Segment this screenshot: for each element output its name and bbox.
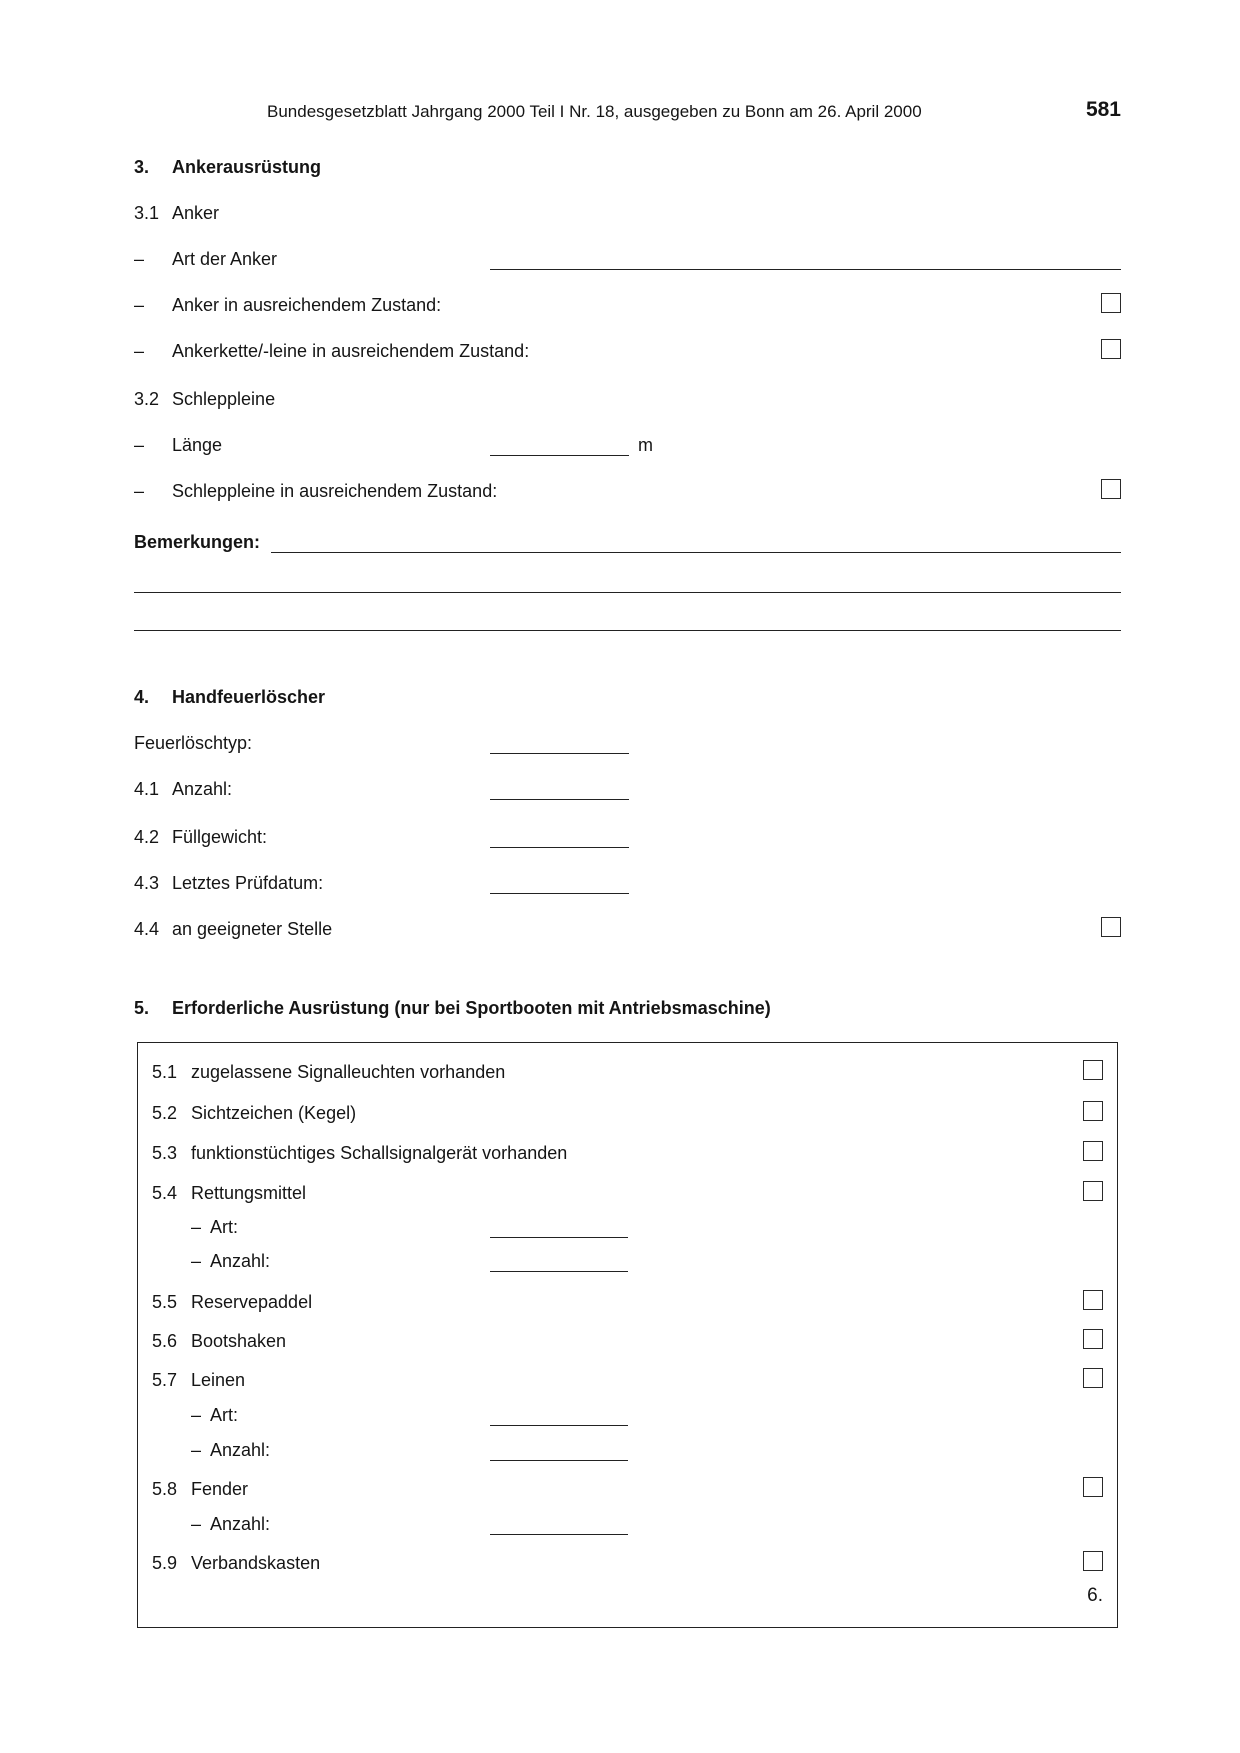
item-label: Rettungsmittel [191, 1183, 307, 1203]
item-5-5-checkbox[interactable] [1083, 1290, 1103, 1310]
item-label: Leinen [191, 1370, 246, 1390]
item-5-8-checkbox[interactable] [1083, 1477, 1103, 1497]
section-title: Ankerausrüstung [172, 157, 322, 177]
item-5-3-row [0, 1141, 1240, 1165]
item-5-9-checkbox[interactable] [1083, 1551, 1103, 1571]
item-5-4-art-row [0, 1215, 1240, 1239]
item-number: 4.1 [134, 779, 160, 799]
dash-bullet: – [134, 481, 145, 501]
fuellgewicht-field[interactable] [490, 828, 629, 848]
section-4-heading [0, 685, 1240, 709]
item-label: funktionstüchtiges Schallsignalgerät vorhanden [191, 1143, 568, 1163]
item-number: 5.9 [152, 1553, 178, 1573]
item-label: Schleppleine [172, 389, 276, 409]
schleppleine-row [0, 387, 1240, 411]
anzahl-row [0, 777, 1240, 801]
field-label: Anzahl: [210, 1251, 271, 1271]
item-5-7-anzahl-row [0, 1438, 1240, 1462]
section-5-heading [0, 996, 1240, 1020]
section-title: Handfeuerlöscher [172, 687, 326, 707]
item-5-4-anzahl-row [0, 1249, 1240, 1273]
dash-bullet: – [191, 1217, 202, 1237]
item-number: 3.1 [134, 203, 160, 223]
item-label: Bootshaken [191, 1331, 287, 1351]
field-label: Art: [210, 1217, 239, 1237]
item-5-8-row [0, 1477, 1240, 1501]
feuerloeschtyp-field[interactable] [490, 734, 629, 754]
item-5-1-checkbox[interactable] [1083, 1060, 1103, 1080]
dash-bullet: – [191, 1251, 202, 1271]
geeignete-stelle-checkbox[interactable] [1101, 917, 1121, 937]
rettungsmittel-art-field[interactable] [490, 1218, 628, 1238]
bemerkungen-row [0, 530, 1240, 554]
item-5-8-anzahl-row [0, 1512, 1240, 1536]
dash-bullet: – [134, 341, 145, 361]
geeignete-stelle-row [0, 917, 1240, 941]
anker-row [0, 201, 1240, 225]
field-label: Feuerlöschtyp: [134, 733, 253, 753]
field-label: an geeigneter Stelle [172, 919, 333, 939]
ankerkette-zustand-row [0, 339, 1240, 363]
field-label: Anzahl: [172, 779, 233, 799]
item-5-3-checkbox[interactable] [1083, 1141, 1103, 1161]
anker-zustand-row [0, 293, 1240, 317]
item-number: 4.2 [134, 827, 160, 847]
item-5-1-row [0, 1060, 1240, 1084]
field-label: Füllgewicht: [172, 827, 268, 847]
fender-anzahl-field[interactable] [490, 1515, 628, 1535]
item-label: zugelassene Signalleuchten vorhanden [191, 1062, 506, 1082]
section-number: 3. [134, 157, 150, 177]
field-label: Anker in ausreichendem Zustand: [172, 295, 442, 315]
item-5-7-checkbox[interactable] [1083, 1368, 1103, 1388]
bemerkungen-row-2 [0, 570, 1240, 594]
item-number: 4.3 [134, 873, 160, 893]
item-number: 3.2 [134, 389, 160, 409]
art-der-anker-field[interactable] [490, 250, 1121, 270]
dash-bullet: – [134, 249, 145, 269]
field-label: Länge [172, 435, 223, 455]
field-label: Anzahl: [210, 1440, 271, 1460]
anker-zustand-checkbox[interactable] [1101, 293, 1121, 313]
item-5-5-row [0, 1290, 1240, 1314]
laenge-field[interactable] [490, 436, 629, 456]
section-number: 4. [134, 687, 150, 707]
field-label: Schleppleine in ausreichendem Zustand: [172, 481, 498, 501]
field-label: Letztes Prüfdatum: [172, 873, 324, 893]
bemerkungen-field-line-3[interactable] [134, 611, 1121, 631]
pruefdatum-row [0, 871, 1240, 895]
section-number: 5. [134, 998, 150, 1018]
item-5-7-row [0, 1368, 1240, 1392]
item-number: 5.7 [152, 1370, 178, 1390]
item-label: Fender [191, 1479, 249, 1499]
continuation-marker: 6. [1087, 1585, 1103, 1606]
dash-bullet: – [191, 1405, 202, 1425]
item-label: Sichtzeichen (Kegel) [191, 1103, 357, 1123]
ankerkette-zustand-checkbox[interactable] [1101, 339, 1121, 359]
art-der-anker-row [0, 247, 1240, 271]
item-5-6-checkbox[interactable] [1083, 1329, 1103, 1349]
schleppleine-zustand-checkbox[interactable] [1101, 479, 1121, 499]
item-number: 5.8 [152, 1479, 178, 1499]
section-3-heading [0, 155, 1240, 179]
item-number: 5.2 [152, 1103, 178, 1123]
dash-bullet: – [134, 295, 145, 315]
item-number: 5.3 [152, 1143, 178, 1163]
unit-label: m [638, 435, 653, 455]
pruefdatum-field[interactable] [490, 874, 629, 894]
item-number: 5.4 [152, 1183, 178, 1203]
bemerkungen-field-line-2[interactable] [134, 573, 1121, 593]
item-number: 4.4 [134, 919, 160, 939]
fuellgewicht-row [0, 825, 1240, 849]
anzahl-field[interactable] [490, 780, 629, 800]
rettungsmittel-anzahl-field[interactable] [490, 1252, 628, 1272]
field-label: Ankerkette/-leine in ausreichendem Zustand: [172, 341, 530, 361]
page-number: 581 [1085, 98, 1121, 121]
section-title: Erforderliche Ausrüstung (nur bei Sportbooten mit Antriebsmaschine) [172, 998, 771, 1018]
item-5-2-row [0, 1101, 1240, 1125]
item-5-9-row [0, 1551, 1240, 1575]
dash-bullet: – [134, 435, 145, 455]
bemerkungen-field-line-1[interactable] [271, 533, 1121, 553]
item-label: Verbandskasten [191, 1553, 321, 1573]
dash-bullet: – [191, 1440, 202, 1460]
item-number: 5.5 [152, 1292, 178, 1312]
bemerkungen-label: Bemerkungen: [134, 532, 261, 552]
item-5-4-checkbox[interactable] [1083, 1181, 1103, 1201]
field-label: Anzahl: [210, 1514, 271, 1534]
field-label: Art: [210, 1405, 239, 1425]
item-label: Reservepaddel [191, 1292, 313, 1312]
leinen-anzahl-field[interactable] [490, 1441, 628, 1461]
item-5-2-checkbox[interactable] [1083, 1101, 1103, 1121]
dash-bullet: – [191, 1514, 202, 1534]
item-5-4-row [0, 1181, 1240, 1205]
item-number: 5.6 [152, 1331, 178, 1351]
item-number: 5.1 [152, 1062, 178, 1082]
item-5-6-row [0, 1329, 1240, 1353]
item-label: Anker [172, 203, 220, 223]
leinen-art-field[interactable] [490, 1406, 628, 1426]
bemerkungen-row-3 [0, 608, 1240, 632]
gazette-title: Bundesgesetzblatt Jahrgang 2000 Teil I Nr. 18, ausgegeben zu Bonn am 26. April 2000 [267, 102, 922, 121]
field-label: Art der Anker [172, 249, 278, 269]
schleppleine-zustand-row [0, 479, 1240, 503]
item-5-7-art-row [0, 1403, 1240, 1427]
feuerloeschtyp-row [0, 731, 1240, 755]
laenge-row [0, 433, 1240, 457]
